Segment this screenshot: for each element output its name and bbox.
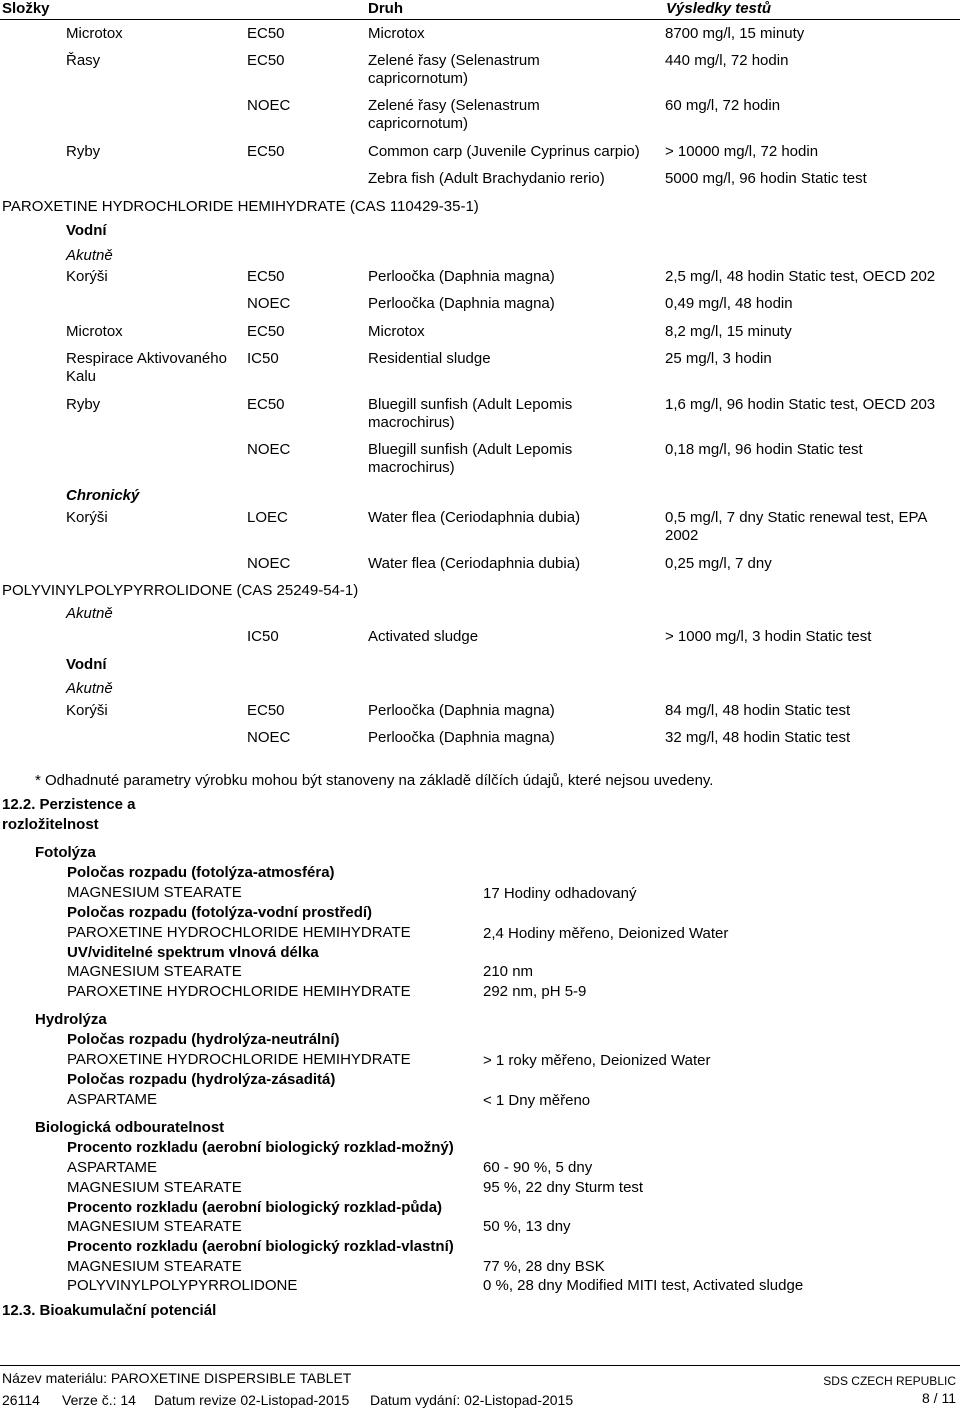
label-akutne: Akutně <box>66 680 113 697</box>
persist-substance: PAROXETINE HYDROCHLORIDE HEMIHYDRATE <box>67 983 411 1000</box>
persist-subheading: Poločas rozpadu (fotolýza-vodní prostředí) <box>67 904 373 921</box>
persist-value: 95 %, 22 dny Sturm test <box>483 1179 644 1196</box>
footer-material: Název materiálu: PAROXETINE DISPERSIBLE TABLET <box>2 1370 352 1386</box>
footer-revision: Datum revize 02-Listopad-2015 <box>154 1392 350 1408</box>
footer-page-number: 8 / 11 <box>922 1390 956 1406</box>
table-cell-species: Bluegill sunfish (Adult Lepomis <box>368 396 573 413</box>
label-akutne: Akutně <box>66 247 113 264</box>
header-col-results: Výsledky testů <box>666 0 772 17</box>
table-cell-endpoint: EC50 <box>247 143 285 160</box>
persist-value: 2,4 Hodiny měřeno, Deionized Water <box>483 925 729 942</box>
table-cell-endpoint: NOEC <box>247 555 291 572</box>
label-vodni: Vodní <box>66 222 107 239</box>
table-cell-component: Ryby <box>66 143 101 160</box>
table-cell-result: 84 mg/l, 48 hodin Static test <box>665 702 851 719</box>
table-cell-endpoint: EC50 <box>247 52 285 69</box>
persist-subheading: Poločas rozpadu (fotolýza-atmosféra) <box>67 864 335 881</box>
table-cell-species: Activated sludge <box>368 628 479 645</box>
table-cell-endpoint: LOEC <box>247 509 288 526</box>
table-cell-result: 0,49 mg/l, 48 hodin <box>665 295 793 312</box>
section-12-2-title-cont: rozložitelnost <box>2 816 99 833</box>
table-cell-species: Water flea (Ceriodaphnia dubia) <box>368 509 581 526</box>
table-cell-component: Korýši <box>66 702 108 719</box>
persist-substance: PAROXETINE HYDROCHLORIDE HEMIHYDRATE <box>67 924 411 941</box>
footer-rule <box>0 1365 960 1366</box>
table-cell-result: > 1000 mg/l, 3 hodin Static test <box>665 628 872 645</box>
table-cell-component: Kalu <box>66 368 97 385</box>
persist-value: > 1 roky měřeno, Deionized Water <box>483 1052 711 1069</box>
table-cell-species: Water flea (Ceriodaphnia dubia) <box>368 555 581 572</box>
footer-sds: SDS CZECH REPUBLIC <box>823 1374 956 1388</box>
persist-substance: MAGNESIUM STEARATE <box>67 963 242 980</box>
persist-value: 60 - 90 %, 5 dny <box>483 1159 593 1176</box>
table-cell-species: Residential sludge <box>368 350 491 367</box>
table-cell-result: 60 mg/l, 72 hodin <box>665 97 781 114</box>
table-cell-component: Řasy <box>66 52 101 69</box>
table-cell-result: 0,18 mg/l, 96 hodin Static test <box>665 441 863 458</box>
table-cell-result: 1,6 mg/l, 96 hodin Static test, OECD 203 <box>665 396 936 413</box>
label-chronicky: Chronický <box>66 487 140 504</box>
table-cell-component: Microtox <box>66 25 123 42</box>
footer-issued: Datum vydání: 02-Listopad-2015 <box>370 1392 574 1408</box>
section-12-2-title: 12.2. Perzistence a <box>2 796 136 813</box>
persist-heading: Fotolýza <box>35 844 96 861</box>
footer-version: Verze č.: 14 <box>62 1392 136 1408</box>
persist-substance: ASPARTAME <box>67 1159 158 1176</box>
table-cell-species: Common carp (Juvenile Cyprinus carpio) <box>368 143 640 160</box>
substance-pvpp: POLYVINYLPOLYPYRROLIDONE (CAS 25249-54-1) <box>2 582 359 599</box>
table-cell-endpoint: EC50 <box>247 323 285 340</box>
persist-substance: ASPARTAME <box>67 1091 158 1108</box>
table-cell-species: capricornotum) <box>368 70 469 87</box>
persist-value: < 1 Dny měřeno <box>483 1092 591 1109</box>
persist-substance: MAGNESIUM STEARATE <box>67 884 242 901</box>
table-cell-result: > 10000 mg/l, 72 hodin <box>665 143 819 160</box>
table-cell-result: 32 mg/l, 48 hodin Static test <box>665 729 851 746</box>
substance-paroxetine: PAROXETINE HYDROCHLORIDE HEMIHYDRATE (CAS 110429-35-1) <box>2 198 479 215</box>
persist-value: 0 %, 28 dny Modified MITI test, Activated sludge <box>483 1277 804 1294</box>
persist-heading: Hydrolýza <box>35 1011 107 1028</box>
table-cell-result: 8,2 mg/l, 15 minuty <box>665 323 792 340</box>
table-cell-endpoint: EC50 <box>247 396 285 413</box>
table-cell-endpoint: EC50 <box>247 268 285 285</box>
table-cell-species: Microtox <box>368 323 425 340</box>
table-cell-species: Perloočka (Daphnia magna) <box>368 729 555 746</box>
table-cell-endpoint: EC50 <box>247 25 285 42</box>
table-header <box>0 0 960 20</box>
persist-substance: MAGNESIUM STEARATE <box>67 1179 242 1196</box>
table-cell-species: macrochirus) <box>368 414 455 431</box>
table-cell-endpoint: EC50 <box>247 702 285 719</box>
table-cell-species: Zebra fish (Adult Brachydanio rerio) <box>368 170 605 187</box>
table-cell-endpoint: NOEC <box>247 441 291 458</box>
table-cell-result: 2002 <box>665 527 699 544</box>
table-cell-species: Zelené řasy (Selenastrum <box>368 97 540 114</box>
table-cell-result: 25 mg/l, 3 hodin <box>665 350 772 367</box>
persist-subheading: Poločas rozpadu (hydrolýza-zásaditá) <box>67 1071 336 1088</box>
footer-code: 26114 <box>2 1392 40 1408</box>
table-cell-component: Microtox <box>66 323 123 340</box>
header-col-components: Složky <box>2 0 50 17</box>
table-cell-result: 8700 mg/l, 15 minuty <box>665 25 805 42</box>
persist-subheading: Procento rozkladu (aerobní biologický rozklad-možný) <box>67 1139 454 1156</box>
table-cell-component: Korýši <box>66 268 108 285</box>
persist-substance: MAGNESIUM STEARATE <box>67 1258 242 1275</box>
table-cell-result: 440 mg/l, 72 hodin <box>665 52 789 69</box>
persist-subheading: Procento rozkladu (aerobní biologický rozklad-vlastní) <box>67 1238 454 1255</box>
persist-substance: PAROXETINE HYDROCHLORIDE HEMIHYDRATE <box>67 1051 411 1068</box>
table-cell-species: Perloočka (Daphnia magna) <box>368 295 555 312</box>
persist-heading: Biologická odbouratelnost <box>35 1119 225 1136</box>
persist-value: 50 %, 13 dny <box>483 1218 571 1235</box>
table-cell-component: Respirace Aktivovaného <box>66 350 227 367</box>
table-cell-result: 5000 mg/l, 96 hodin Static test <box>665 170 867 187</box>
persist-substance: POLYVINYLPOLYPYRROLIDONE <box>67 1277 298 1294</box>
table-cell-endpoint: NOEC <box>247 295 291 312</box>
persist-value: 17 Hodiny odhadovaný <box>483 885 637 902</box>
section-12-3-title: 12.3. Bioakumulační potenciál <box>2 1302 217 1319</box>
footnote: * Odhadnuté parametry výrobku mohou být stanoveny na základě dílčích údajů, které nejsou uvedeny. <box>35 772 714 789</box>
persist-value: 210 nm <box>483 963 534 980</box>
table-cell-endpoint: IC50 <box>247 350 279 367</box>
table-cell-species: Perloočka (Daphnia magna) <box>368 268 555 285</box>
persist-subheading: UV/viditelné spektrum vlnová délka <box>67 944 319 961</box>
table-cell-component: Korýši <box>66 509 108 526</box>
table-cell-species: capricornotum) <box>368 115 469 132</box>
table-cell-component: Ryby <box>66 396 101 413</box>
persist-subheading: Poločas rozpadu (hydrolýza-neutrální) <box>67 1031 340 1048</box>
label-akutne: Akutně <box>66 605 113 622</box>
table-cell-species: Bluegill sunfish (Adult Lepomis <box>368 441 573 458</box>
table-cell-result: 2,5 mg/l, 48 hodin Static test, OECD 202 <box>665 268 936 285</box>
persist-subheading: Procento rozkladu (aerobní biologický rozklad-půda) <box>67 1199 443 1216</box>
table-cell-result: 0,5 mg/l, 7 dny Static renewal test, EPA <box>665 509 928 526</box>
persist-substance: MAGNESIUM STEARATE <box>67 1218 242 1235</box>
table-cell-endpoint: NOEC <box>247 97 291 114</box>
label-vodni: Vodní <box>66 656 107 673</box>
persist-value: 77 %, 28 dny BSK <box>483 1258 605 1275</box>
header-col-species: Druh <box>368 0 403 17</box>
table-cell-endpoint: NOEC <box>247 729 291 746</box>
table-cell-species: Microtox <box>368 25 425 42</box>
persist-value: 292 nm, pH 5-9 <box>483 983 587 1000</box>
table-cell-species: Perloočka (Daphnia magna) <box>368 702 555 719</box>
table-cell-species: macrochirus) <box>368 459 455 476</box>
table-cell-endpoint: IC50 <box>247 628 279 645</box>
table-cell-result: 0,25 mg/l, 7 dny <box>665 555 772 572</box>
table-cell-species: Zelené řasy (Selenastrum <box>368 52 540 69</box>
